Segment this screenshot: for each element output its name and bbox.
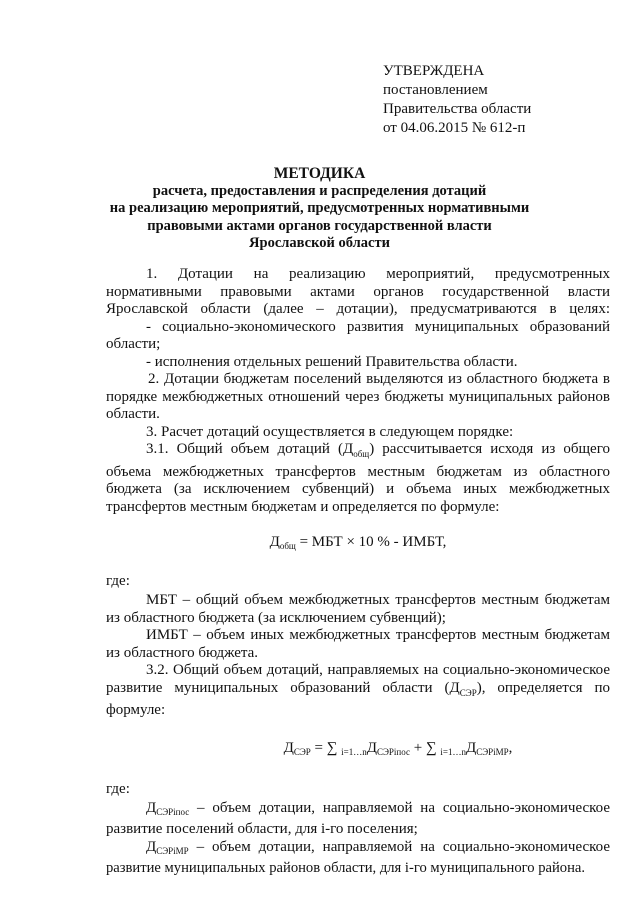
where-label: где: (106, 780, 130, 797)
title-line: расчета, предоставления и распределения дотаций (152, 182, 487, 199)
bullet-line: области; (106, 336, 161, 352)
text-span: Д (269, 534, 280, 550)
subscript: i=1…n (440, 746, 466, 757)
text-span: Д (146, 838, 157, 855)
definition-line (106, 800, 610, 822)
definition-line: развитие поселений области, для i-го поселения; (106, 821, 418, 837)
definition-line: из областного бюджета (за исключением субвенций); (106, 609, 446, 626)
paragraph-line: трансфертов местным бюджетам и определяется по формуле: (106, 498, 500, 515)
title-line: на реализацию мероприятий, предусмотренных нормативными (109, 200, 530, 216)
subscript: общ (353, 449, 370, 459)
title-line: Ярославской области (249, 235, 390, 251)
formula-ser (106, 740, 610, 757)
approval-title: УТВЕРЖДЕНА (383, 63, 485, 79)
approval-date: от 04.06.2015 № 612-п (383, 120, 526, 136)
text-span: развитие муниципальных образований области (Д (106, 679, 460, 696)
subscript: СЭРiМР (476, 746, 509, 757)
approval-line: Правительства области (383, 101, 532, 117)
document-title (107, 165, 532, 253)
text-span: + ∑ (409, 739, 441, 756)
title-line: правовыми актами органов государственной власти (147, 217, 492, 234)
paragraph-line: объема межбюджетных трансфертов местным бюджетам из областного (106, 463, 610, 480)
text-span: , (508, 739, 513, 756)
bullet-line: - социально-экономического развития муниципальных образований (146, 318, 610, 335)
text-span: ) рассчитывается исходя из общего (369, 441, 610, 457)
where-label: где: (106, 573, 130, 589)
subscript: общ (279, 541, 296, 551)
bullet-line: - исполнения отдельных решений Правительства области. (146, 353, 518, 370)
definition-line: МБТ – общий объем межбюджетных трансфертов местным бюджетам (146, 592, 610, 608)
text-span: = ∑ (310, 739, 342, 756)
formula-total (106, 534, 610, 551)
paragraph-line: бюджета (за исключением субвенций) и объема иных межбюджетных (106, 481, 610, 497)
paragraph-line: области. (106, 406, 160, 422)
approval-line: постановлением (383, 82, 488, 98)
approval-stamp (383, 62, 623, 138)
paragraph-line: 2. Дотации бюджетам поселений выделяются из областного бюджета в (148, 371, 610, 387)
definition-line: ИМБТ – объем иных межбюджетных трансфертов местным бюджетам (146, 627, 610, 643)
paragraph-line: формуле: (106, 702, 166, 718)
subscript: СЭР (293, 746, 311, 757)
paragraph-line: порядке межбюджетных отношений через бюджеты муниципальных районов (106, 388, 610, 405)
subscript: СЭРiпос (156, 806, 190, 817)
paragraph-line: 1. Дотации на реализацию мероприятий, предусмотренных (146, 266, 610, 282)
definition-line (106, 839, 610, 861)
paragraph-line: 3. Расчет дотаций осуществляется в следующем порядке: (146, 423, 514, 440)
text-span: – объем дотации, направляемой на социально-экономическое (188, 838, 610, 855)
subscript: СЭРiМР (156, 845, 189, 856)
definition-line: развитие муниципальных районов области, для i-го муниципального района. (106, 860, 586, 876)
paragraph-line: 3.2. Общий объем дотаций, направляемых на социально-экономическое (146, 662, 610, 678)
text-span: Д (366, 739, 377, 756)
paragraph-line (106, 441, 610, 464)
subscript: i=1…n (341, 746, 367, 757)
text-span: – объем дотации, направляемой на социально-экономическое (189, 799, 610, 816)
text-span: = МБТ × 10 % - ИМБТ, (295, 534, 447, 550)
paragraph-line (106, 680, 610, 703)
text-span: Д (283, 739, 294, 756)
paragraph-line: нормативными правовыми актами органов государственной власти (106, 283, 610, 300)
text-span: Д (146, 799, 157, 816)
subscript: СЭР (459, 687, 477, 698)
text-span: Д (465, 739, 477, 756)
title-main: МЕТОДИКА (273, 165, 366, 182)
text-span: 3.1. Общий объем дотаций (Д (146, 441, 354, 457)
text-span: ), определяется по (476, 679, 611, 696)
definition-line: из областного бюджета. (106, 644, 259, 661)
subscript: СЭРiпос (376, 746, 410, 757)
paragraph-line: Ярославской области (далее – дотации), предусматриваются в целях: (106, 301, 610, 317)
document-body (106, 266, 610, 878)
